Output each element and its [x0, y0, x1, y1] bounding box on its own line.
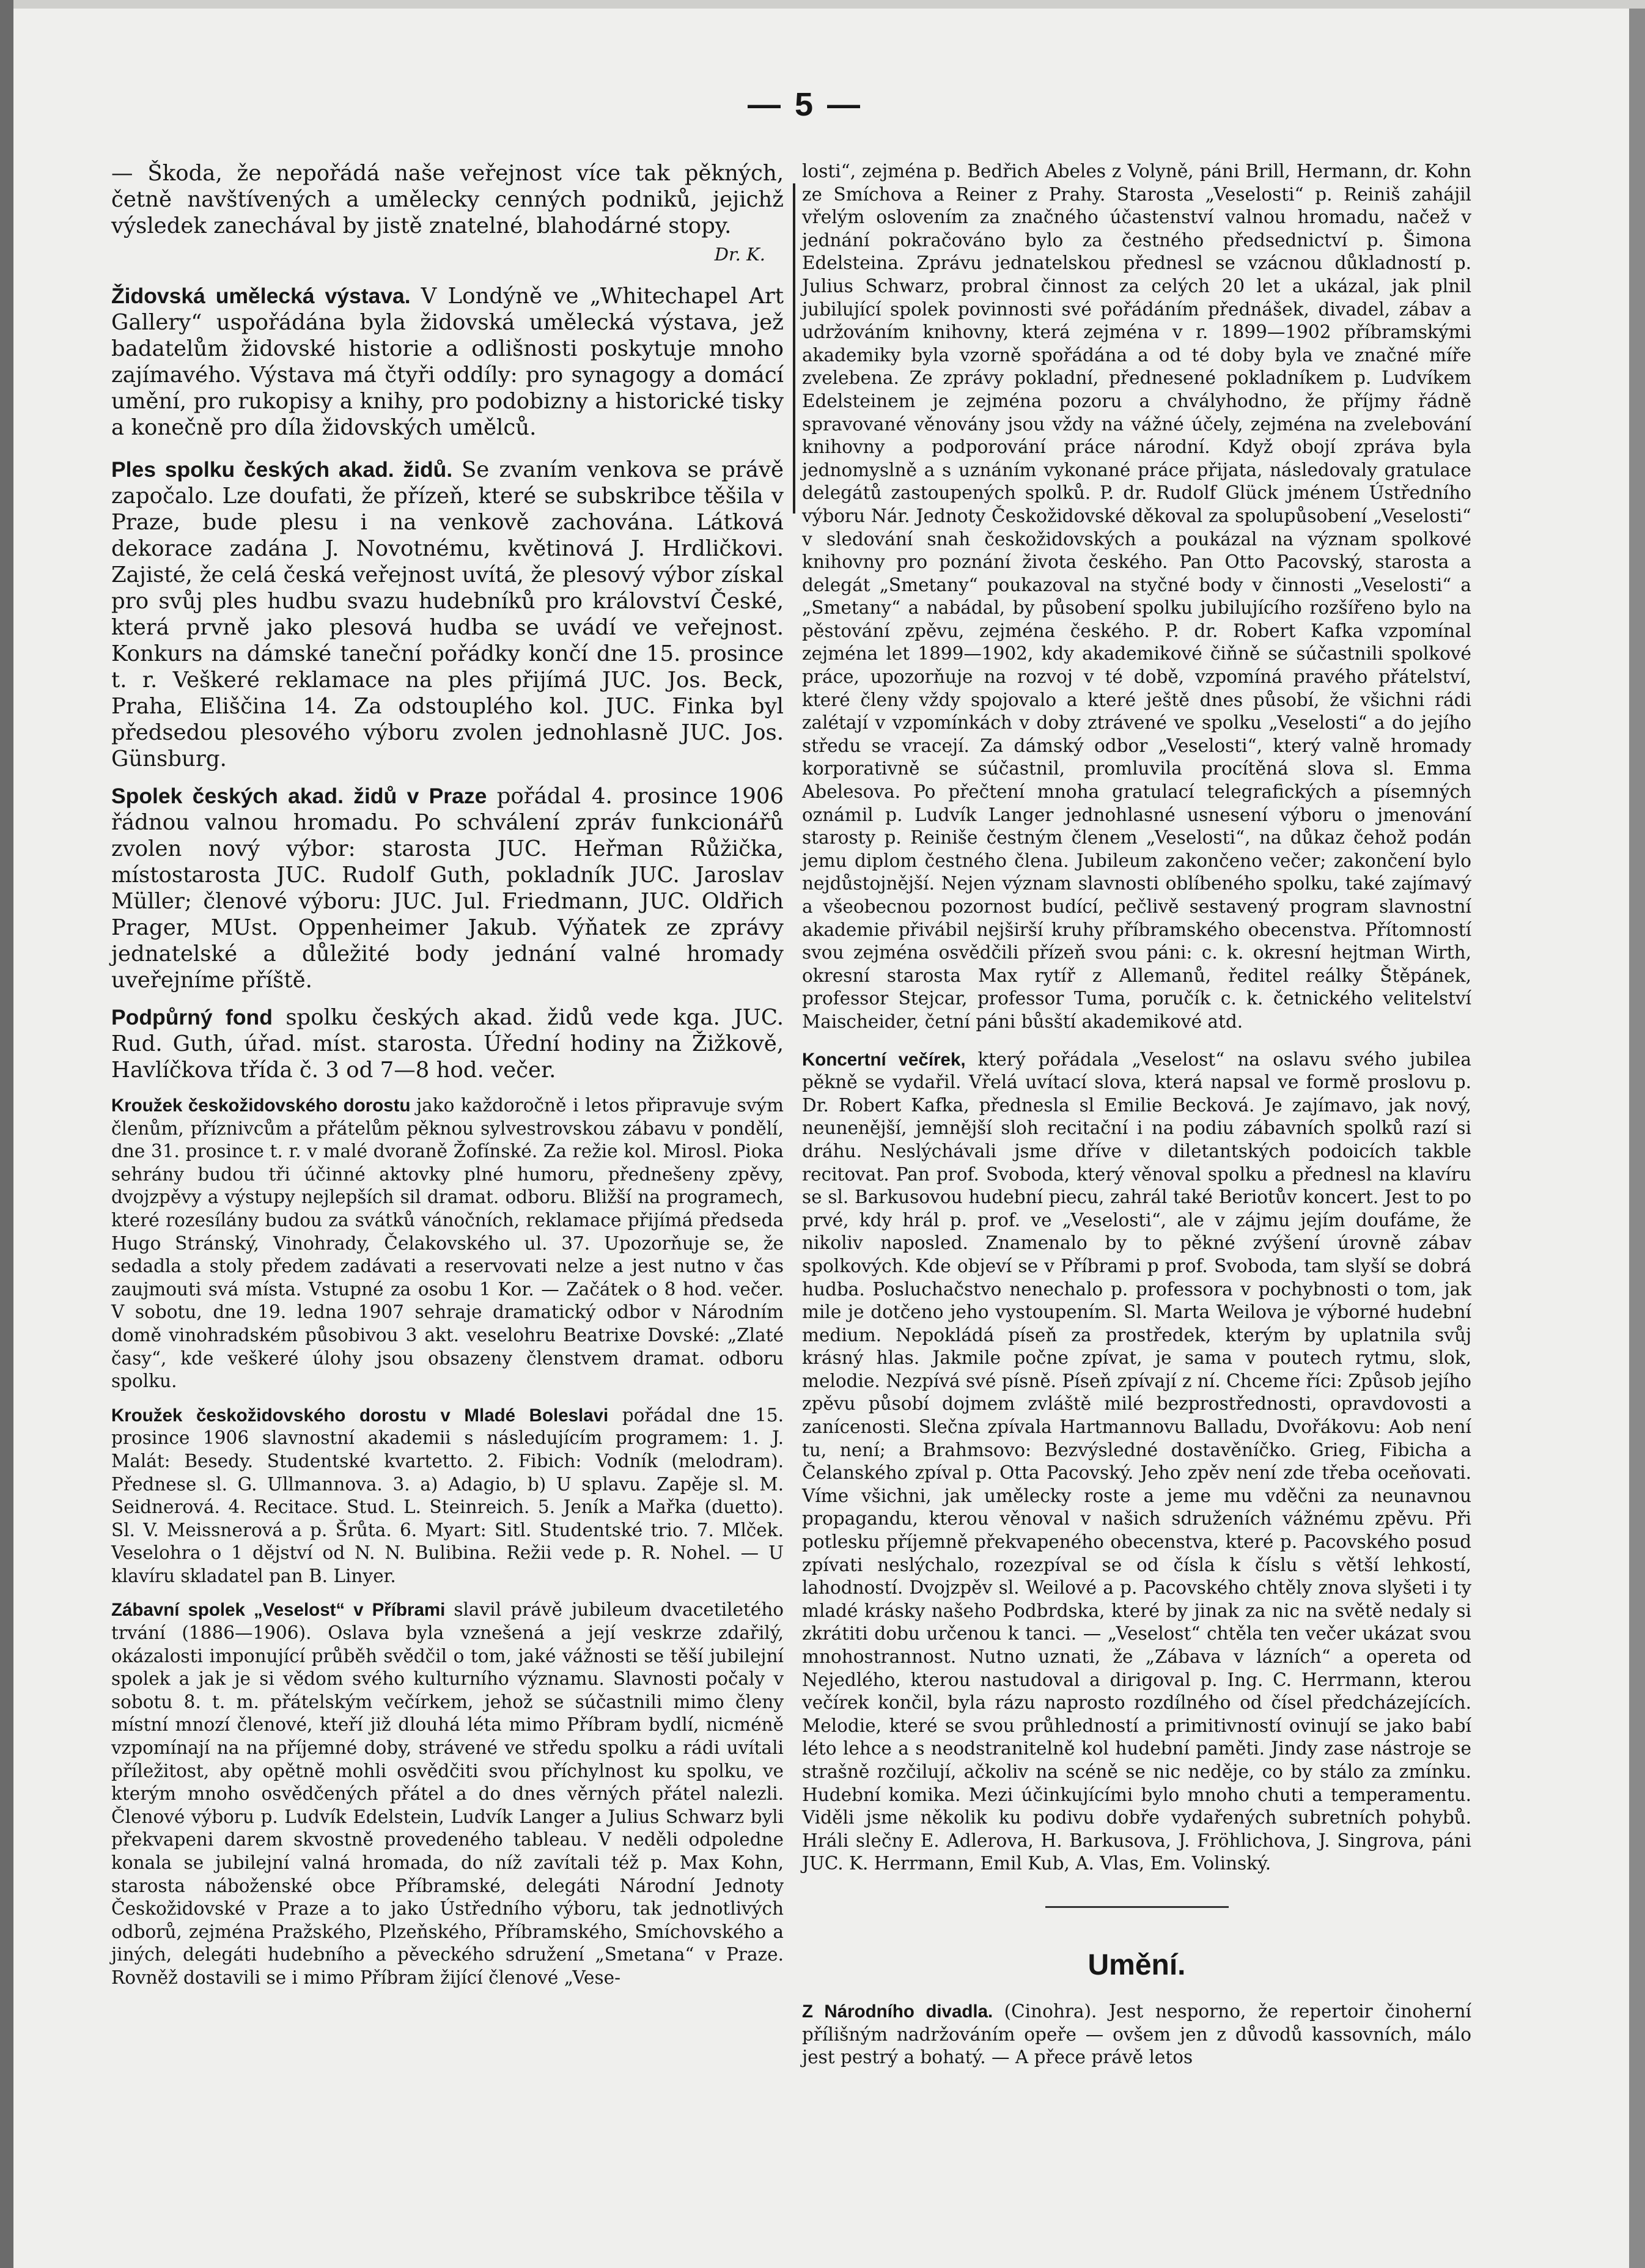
article-text: pořádal 4. prosince 1906 řádnou valnou hromadu. Po schválení zpráv funkcionářů zvolen nový výbor: starosta JUC. Heřman Růžička, místostarosta JUC. Rudolf Guth, pokladník JUC. Jaroslav Müller; členové výboru: JUC. Jul. Friedmann, JUC. Oldřich Prager, MUst. Oppenheimer Jakub. Výňatek ze zprávy jednatelské a důležité body jednání valné hromady uveřejníme příště.	[111, 784, 784, 993]
article-heading: Z Národního divadla.	[802, 2001, 1004, 2022]
article-concert-evening	[802, 1048, 1471, 1876]
article-signature: Dr. K.	[714, 244, 765, 265]
right-column	[802, 160, 1471, 2080]
article-text: — Škoda, že nepořádá naše veřejnost více tak pěkných, četně navštívených a umělecky cenných podniků, jejichž výsledek zanechával by jistě znatelné, blahodárné stopy.	[111, 161, 784, 238]
article-text: Se zvaním venkova se právě započalo. Lze doufati, že přízeň, které se subskribce těšila v Praze, bude plesu i na venkově zachována. Látková dekorace zadána J. Novotnému, květinová J. Hrdličkovi. Zajisté, že celá česká veřejnost uvítá, že plesový výbor získal pro svůj ples hudbu svazu hudebníků pro království České, která prvně jako plesová hudba se uvádí ve veřejnost. Konkurs na dámské taneční pořádky končí dne 15. prosince t. r. Veškeré reklamace na ples přijímá JUC. Jos. Beck, Praha, Eliščina 14. Za odstouplého kol. JUC. Finka byl předsedou plesového výboru zvolen jednohlasně JUC. Jos. Günsburg.	[111, 457, 784, 771]
article-heading: Koncertní večírek,	[802, 1049, 978, 1070]
article-heading: Kroužek českožidovského dorostu	[111, 1095, 416, 1116]
article-heading: Židovská umělecká výstava.	[111, 284, 421, 308]
article-jewish-exhibition	[111, 283, 784, 441]
article-youth-circle	[111, 1094, 784, 1393]
article-veselost-pribram	[111, 1599, 784, 1989]
article-spolek-prague	[111, 783, 784, 993]
article-youth-mlada-boleslav	[111, 1404, 784, 1588]
article-heading: Zábavní spolek „Veselost“ v Příbrami	[111, 1600, 454, 1621]
article-heading: Kroužek českožidovského dorostu v Mladé Boleslavi	[111, 1405, 622, 1426]
article-skoda	[111, 160, 784, 239]
section-title-art: Umění.	[1087, 1948, 1186, 1981]
article-text: který pořádala „Veselost“ na oslavu svého jubilea pěkně se vydařil. Vřelá uvítací slova, která napsal ve formě proslovu p. Dr. Robert Kafka, přednesla sl Emilie Becková. Je zajímavo, jak nový, neunenější, jemnější sloh recitační i na podiu zábavních spolků razí si dráhu. Neslýchávali jsme dříve v diletantských podoicích takble recitovat. Pan prof. Svoboda, který věnoval spolku a přednesl na klavíru se sl. Barkusovou hudební piecu, zahrál také Beriotův koncert. Jest to po prvé, kdy hrál p. prof. ve „Veselosti“, ale v zájmu jejím doufáme, že nikoliv naposled. Znamenalo by to pěkné zvýšení úrovně zábav spolkových. Kde objeví se v Příbrami p prof. Svoboda, tam slyší se dobrá hudba. Posluchačstvo nenechalo p. professora v pochybnosti o tom, jak mile je dotčeno jeho vystoupením. Sl. Marta Weilova je výborné hudební medium. Nepokládá píseň za prostředek, kterým by uplatnila svůj krásný hlas. Jakmile počne zpívat, je sama v poutech rytmu, slok, melodie. Nezpívá své písně. Píseň zpívají z ní. Chceme říci: Způsob jejího zpěvu působí dojmem zvláště milé bezprostřednosti, opravdovosti a zanícenosti. Slečna zpívala Hartmannovu Balladu, Dvořákovu: Aob není tu, není; a Brahmsovo: Bezvýsledné dostavěníčko. Grieg, Fibicha a Čelanského zpíval p. Otta Pacovský. Jeho zpěv není zde třeba oceňovati. Víme všichni, jak umělecky roste a jeme mu vděčni za neunavnou propagandu, kterou věnoval v našich sdruženích vážnému zpěvu. Při potlesku příjemně překvapeného obecenstva, které p. Pacovského posud zpívati neslýchalo, rozezpíval se od čísla k číslu s větší lehkostí, lahodností. Dvojzpěv sl. Weilové a p. Pacovského chtěly znova slyšeti i ty mladé krásky našeho Podbrdska, které by jinak za nic na světě nedaly si zkrátiti dobu určenou k tanci. — „Veselost“ chtěla ten večer ukázat svou mnohostrannost. Nutno uznati, že „Zábava v lázních“ a opereta od Nejedlého, kterou nastudoval a dirigoval p. Ing. C. Herrmann, kterou večírek končil, byla rázu naprosto rozdílného od čísel předcházejících. Melodie, které se svou průhledností a primitivností ovinují se jako babí léto lehce a s neodstranitelně kol hudební paměti. Jindy zase nástroje se strašně rozčilují, ačkoliv na scéně se nic neděje, co by stálo za zmínku. Hudební komika. Mezi účinkujícími bylo mnoho chuti a temperamentu. Viděli jsme několik ku podivu dobře vydařených subretních pohybů. Hráli slečny E. Adlerova, H. Barkusova, J. Fröhlichova, J. Singrova, páni JUC. K. Herrmann, Emil Kub, A. Vlas, Em. Volinský.	[802, 1048, 1472, 1874]
column-rule	[793, 183, 795, 514]
article-veselost-continued	[802, 160, 1471, 1034]
article-text: pořádal dne 15. prosince 1906 slavnostní akademii s následujícím programem: 1. J. Malát: Besedy. Studentské kvartetto. 2. Fibich: Vodník (melodram). Přednese sl. G. Ullmannova. 3. a) Adagio, b) U splavu. Zapěje sl. M. Seidnerová. 4. Recitace. Stud. L. Steinreich. 5. Jeník a Mařka (duetto). Sl. V. Meissnerová a p. Šrůta. 6. Myart: Sitl. Studentské trio. 7. Mlček. Veselohra o 1 dějství od N. N. Bulibina. Režii vede p. R. Nohel. — U klavíru skladatel pan B. Linyer.	[111, 1404, 784, 1586]
article-text: slavil právě jubileum dvacetiletého trvání (1886—1906). Oslava byla vznešená a její veskrze zdařilý, okázalosti imponující průběh svědčil o tom, jaké vážnosti se těší jubilejní spolek a jak je si vědom svého kulturního významu. Slavnosti počaly v sobotu 8. t. m. přátelským večírkem, jehož se súčastnili mimo členy místní mnozí členové, kteří již dlouhá léta mimo Příbram bydlí, nicméně vzpomínají na na příjemné doby, strávené ve středu spolku a rádi uvítali příležitost, aby opětně mohli osvědčiti svou příchylnost ku spolku, ve kterým mnoho osvědčených přátel a do dnes věrných přátel nalezli. Členové výboru p. Ludvík Edelstein, Ludvík Langer a Julius Schwarz byli překvapeni darem skvostně provedeného tableau. V neděli odpoledne konala se jubilejní valná hromada, do níž zavítali též p. Max Kohn, starosta náboženské obce Příbramské, delegáti Národní Jednoty Českožidovské v Praze a to jako Ústředního výboru, tak jednotlivých odborů, zejména Pražského, Plzeňského, Příbramského, Smíchovského a jiných, delegáti hudebního a pěveckého sdružení „Smetana“ v Praze. Rovněž dostavili se i mimo Příbram žijící členové „Vese-	[111, 1599, 784, 1988]
article-text: losti“, zejména p. Bedřich Abeles z Volyně, páni Brill, Hermann, dr. Kohn ze Smíchova a Reiner z Prahy. Starosta „Veselosti“ p. Reiniš zahájil vřelým oslovením za značného účastenství valnou hromadu, načež v jednání pokračováno bylo za čestného předsednictví p. Šimona Edelsteina. Zprávu jednatelskou přednesl se vzácnou důkladností p. Julius Schwarz, probral činnost za celých 20 let a ukázal, jak plnil jubilující spolek povinnosti své pořádáním přednášek, divadel, zábav a udržováním knihovny, která zejména v r. 1899—1902 příbramskými akademiky byla vzorně spořádána a od té doby byla ve značné míře zvelebena. Ze zprávy pokladní, přednesené pokladníkem p. Ludvíkem Edelsteinem je zejména pozoru a chvályhodno, že příjmy řádně spravované věnovány jsou vždy na vážné účely, zejména na zvelebování knihovny a podporování práce národní. Když obojí zpráva byla jednomyslně a s uznáním vykonané práce přijata, následovaly gratulace delegátů zastoupených spolků. P. dr. Rudolf Glück jménem Ústředního výboru Nár. Jednoty Českožidovské děkoval za spolupůsobení „Veselosti“ v sledování snah českožidovských a poukázal na význam spolkové knihovny pro poznání života českého. Pan Otto Pacovský, starosta a delegát „Smetany“ poukazoval na styčné body v činnosti „Veselosti“ a „Smetany“ a nabádal, by působení spolku jubilujícího rozšířeno bylo na pěstování zpěvu, zejména českého. P. dr. Robert Kafka vzpomínal zejména let 1899—1902, kdy akademikové čiňně se súčastnili spolkové práce, upozorňuje na rozvoj v té době, vzpomíná pravého přátelství, které členy vždy spojovalo a které ještě dnes působí, že všichni rádi zalétají v vzpomínkách v doby ztrávené ve spolku „Veselosti“ a do jejího středu se vracejí. Za dámský odbor „Veselosti“, který valně hromady korporativně se súčastnil, promluvila procítěná slova sl. Emma Abelesova. Po přečtení mnoha gratulací telegrafických a písemných oznámil p. Ludvík Langer jednohlasné usnesení výboru o jmenování starosty p. Reiniše čestným členem „Veselosti“, na důkaz čehož podán jemu diplom čestného člena. Jubileum zakončeno večer; zakončení bylo nejdůstojnější. Nejen význam slavnosti oblíbeného spolku, také zajímavý a všeobecnou pozornost budící, pečlivě sestavený program slavnostní akademie přivábil nejširší kruhy příbramského obecenstva. Přítomností svou zejména osvědčili přízeň svou páni: c. k. okresní hejtman Wirth, okresní starosta Max rytíř z Allemanů, ředitel reálky Štěpánek, professor Stejcar, professor Tuma, poručík c. k. četnického velitelství Maischeider, četní páni bůsští akademikové atd.	[802, 161, 1471, 1032]
article-heading: Spolek českých akad. židů v Praze	[111, 784, 497, 808]
page-number: — 5 —	[747, 86, 863, 123]
article-text: spolku českých akad. židů vede kga. JUC. Rud. Guth, úřad. míst. starosta. Úřední hodiny na Žižkově, Havlíčkova třída č. 3 od 7—8 hod. večer.	[111, 1005, 784, 1083]
article-text: (Cinohra). Jest nesporno, že repertoir činoherní přílišným nadržováním opeře — ovšem jen z důvodů kassovních, málo jest pestrý a bohatý. — A přece právě letos	[802, 2000, 1471, 2068]
article-heading: Ples spolku českých akad. židů.	[111, 457, 462, 482]
article-heading: Podpůrný fond	[111, 1005, 286, 1029]
left-column	[111, 160, 784, 2001]
section-divider	[1045, 1906, 1229, 1908]
article-text: jako každoročně i letos připravuje svým členům, příznivcům a přátelům pěknou sylvestrovskou zábavu v pondělí, dne 31. prosince t. r. v malé dvoraně Žofínské. Za režie kol. Mirosl. Pioka sehrány budou tři účinné aktovky plné humoru, přednešeny zpěvy, dvojzpěvy a výstupy nejlepších sil dramat. odboru. Bližší na programech, které rozesílány budou za svátků vánočních, reklamace přijímá předseda Hugo Stránský, Vinohrady, Čelakovského ul. 37. Upozorňuje se, že sedadla a stoly předem zadávati a reservovati nelze a jest nutno v čas zaujmouti svá místa. Vstupné za osobu 1 Kor. — Začátek o 8 hod. večer. V sobotu, dne 19. ledna 1907 sehraje dramatický odbor v Národním domě vinohradském působivou 3 akt. veselohru Beatrixe Dovské: „Zlaté časy“, kde veškeré úlohy jsou obsazeny členstvem dramat. odboru spolku.	[111, 1095, 784, 1392]
article-support-fund	[111, 1004, 784, 1083]
page-top-edge	[13, 0, 1645, 9]
article-text: V Londýně ve „Whitechapel Art Gallery“ uspořádána byla židovská umělecká výstava, jež badatelům židovské historie a odlišnosti poskytuje mnoho zajímavého. Výstava má čtyři oddíly: pro synagogy a domácí umění, pro rukopisy a knihy, pro podobizny a historické tisky a konečně pro díla židovských umělců.	[111, 284, 784, 440]
article-national-theatre	[802, 2000, 1471, 2069]
article-ball	[111, 457, 784, 772]
